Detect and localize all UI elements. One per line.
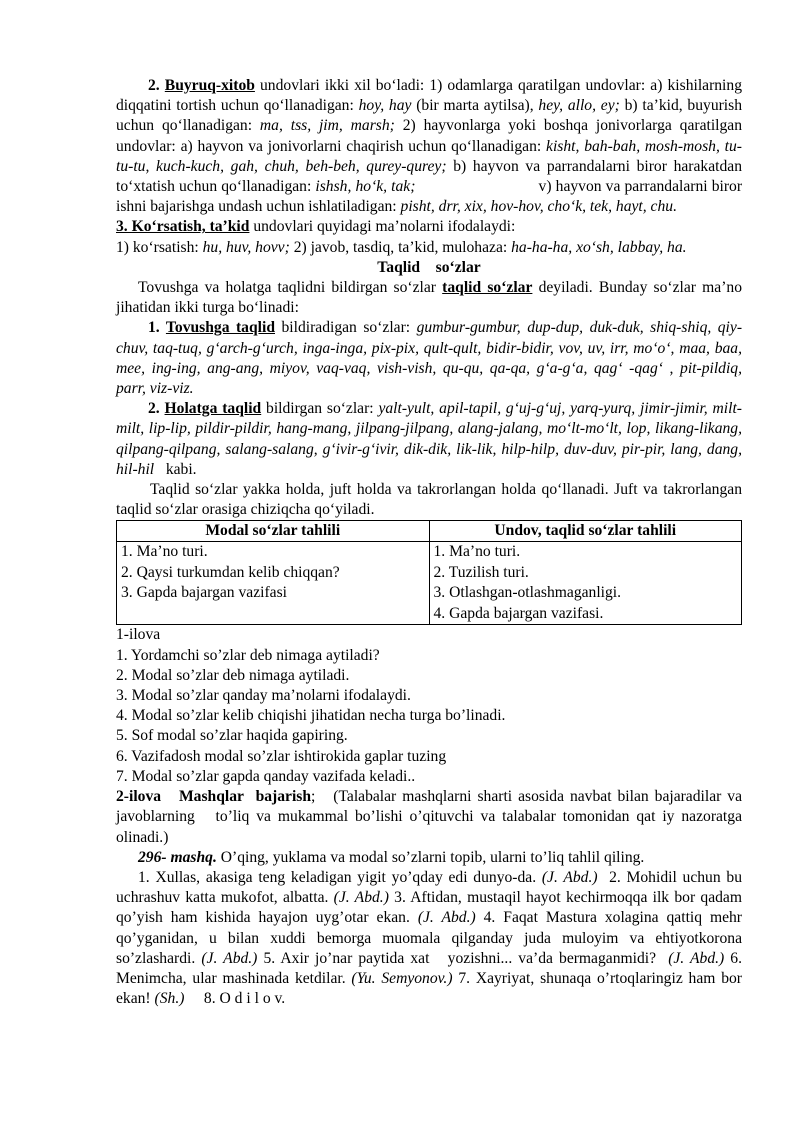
analysis-table: [116, 520, 742, 625]
question-item: 2. Modal so’zlar deb nimaga aytiladi.: [116, 666, 350, 684]
example: yalt-yult, apil-tapil, g‘uj-g‘uj, yarq-yurq, jimir-jimir, milt-milt, lip-lip, pildir-pildir, hang-mang, jilpang-jilpang, alang-jalang, mo‘lt-mo‘lt, lop, likang-likang, qilpang-qilpang, salang-salang, g‘ivir-g‘ivir, dik-dik, lik-lik, hilp-hilp, duv-duv, pir-pir, lang, dang, hil-hil: [116, 400, 742, 478]
taqlid-closing: Taqlid so‘zlar yakka holda, juft holda va takrorlangan holda qo‘llanadi. Juft va takrorlangan taqlid so‘zlar orasiga chiziqcha qo‘yiladi.: [116, 481, 742, 519]
ilova2-title: Mashqlar bajarish: [161, 788, 312, 806]
term-korsatish: 3. Ko‘rsatish, ta’kid: [116, 218, 250, 236]
ilova2-label: 2-ilova: [116, 788, 162, 806]
exercise-title: 296- mashq.: [138, 848, 217, 866]
holatga-taqlid-paragraph: 2. Holatga taqlid bildirgan so‘zlar: yalt-yult, apil-tapil, g‘uj-g‘uj, yarq-yurq, jimir-jimir, milt-milt, lip-lip, pildir-pildir, hang-mang, jilpang-jilpang, alang-jalang, mo‘lt-mo‘lt, lop, likang-likang, qilpang-qilpang, salang-salang, g‘ivir-g‘ivir, dik-dik, lik-lik, hilp-hilp, duv-duv, pir-pir, lang, dang, hil-hil kabi.: [116, 400, 742, 478]
example: hoy, hay: [358, 97, 412, 115]
section-heading: Taqlid so‘zlar: [377, 258, 481, 276]
author-ref: (J. Abd.): [417, 909, 476, 927]
question-item: 4. Modal so’zlar kelib chiqishi jihatidan necha turga bo’linadi.: [116, 707, 506, 725]
ilova2-paragraph: 2-ilova Mashqlar bajarish; (Talabalar mashqlarni sharti asosida navbat bilan bajaradilar va javoblarning to’liq va mukammal bo’lishi o’qituvchi va talabalar tomonidan qat iy nazoratga olinadi.): [116, 788, 746, 846]
korsatish-paragraph: 3. Ko‘rsatish, ta’kid undovlari quyidagi ma’nolarni ifodalaydi:: [116, 218, 516, 236]
term-taqlid-sozlar: taqlid so‘zlar: [442, 279, 533, 297]
term-tovushga-taqlid: Tovushga taqlid: [165, 319, 275, 337]
buyruq-xitob-paragraph: 2. Buyruq-xitob undovlari ikki xil bo‘ladi: 1) odamlarga qaratilgan undovlar: a) kishilarning diqqatini tortish uchun qo‘llanadigan: hoy, hay (bir marta aytilsa), hey, allo, ey; b) ta’kid, buyurish uchun qo‘llanadigan: ma, tss, jim, marsh; 2) hayvonlarga yoki boshqa jonivorlarga qaratilgan undovlar: a) hayvon va jonivorlarni chaqirish uchun qo‘llanadigan: kisht, bah-bah, mosh-mosh, tu-tu-tu, kuch-kuch, gah, chuh, beh-beh, qurey-qurey; b) hayvon va parrandalarni biror harakatdan to‘xtatish uchun qo‘llanadigan: ishsh, ho‘k, tak; v) hayvon va parrandalarni biror ishni bajarishga undash uchun ishlatiladigan: pisht, drr, xix, hov-hov, cho‘k, tek, hayt, chu.: [116, 77, 746, 216]
korsatish-list: 1) ko‘rsatish: hu, huv, hovv; 2) javob, tasdiq, ta’kid, mulohaza: ha-ha-ha, xo‘sh, labbay, ha.: [116, 238, 687, 256]
ilova1-label: 1-ilova: [116, 626, 161, 644]
question-item: 6. Vazifadosh modal so’zlar ishtirokida gaplar tuzing: [116, 747, 447, 765]
example: ha-ha-ha, xo‘sh, labbay, ha.: [511, 238, 687, 256]
taqlid-intro: Tovushga va holatga taqlidni bildirgan so‘zlar taqlid so‘zlar deyiladi. Bunday so‘zlar ma’no jihatidan ikki turga bo‘linadi:: [116, 279, 742, 317]
list-item: 2. Qaysi turkumdan kelib chiqqan?: [121, 563, 340, 581]
example: ma, tss, jim, marsh;: [259, 117, 395, 135]
table-cell: [117, 542, 430, 625]
list-item: 3. Gapda bajargan vazifasi: [121, 584, 287, 602]
list-item: 4. Gapda bajargan vazifasi.: [433, 604, 604, 622]
question-item: 5. Sof modal so’zlar haqida gapiring.: [116, 727, 348, 745]
author-ref: (J. Abd.): [333, 889, 389, 907]
term-holatga-taqlid: Holatga taqlid: [164, 400, 262, 418]
example: kisht, bah-bah, mosh-mosh, tu-tu-tu, kuch-kuch, gah, chuh, beh-beh, qurey-qurey;: [116, 137, 742, 175]
list-item: 3. Otlashgan-otlashmaganligi.: [433, 584, 622, 602]
example: pisht, drr, xix, hov-hov, cho‘k, tek, hayt, chu.: [400, 198, 677, 216]
example: hey, allo, ey;: [538, 97, 620, 115]
list-item: 1. Ma’no turi.: [121, 543, 208, 561]
exercise-title-paragraph: 296- mashq. O’qing, yuklama va modal so’zlarni topib, ularni to’liq tahlil qiling.: [138, 848, 645, 866]
table-header-row: [117, 521, 742, 542]
author-ref: (J. Abd.): [201, 949, 258, 967]
tovushga-taqlid-paragraph: 1. Tovushga taqlid bildiradigan so‘zlar: gumbur-gumbur, dup-dup, duk-duk, shiq-shiq, qiy-chuv, taq-tuq, g‘arch-g‘urch, inga-inga, pix-pix, qult-qult, bidir-bidir, vov, uv, irr, mo‘o‘, maa, baa, mee, ing-ing, ang-ang, miyov, vaq-vaq, vish-vish, qu-qu, qa-qa, g‘a-g‘a, qag‘ -qag‘ , pit-pildiq, parr, viz-viz.: [116, 319, 743, 398]
table-row: [117, 542, 742, 625]
author-ref: (J. Abd.): [541, 868, 598, 886]
author-ref: (Sh.): [154, 990, 185, 1008]
example: hu, huv, hovv;: [202, 238, 290, 256]
example: ishsh, ho‘k, tak;: [315, 178, 416, 196]
list-item: 2. Tuzilish turi.: [433, 563, 529, 581]
term-buyruq-xitob: Buyruq-xitob: [164, 77, 255, 94]
item-number: 2.: [148, 77, 160, 94]
question-item: 1. Yordamchi so’zlar deb nimaga aytiladi?: [116, 646, 380, 664]
example: gumbur-gumbur, dup-dup, duk-duk, shiq-shiq, qiy-chuv, taq-tuq, g‘arch-g‘urch, inga-inga, pix-pix, qult-qult, bidir-bidir, vov, uv, irr, mo‘o‘, maa, baa, mee, ing-ing, ang-ang, miyov, vaq-vaq, vish-vish, qu-qu, qa-qa, g‘a-g‘a, qag‘ -qag‘ , pit-pildiq, parr, viz-viz.: [116, 319, 743, 398]
author-ref: (J. Abd.): [668, 949, 725, 967]
question-item: 3. Modal so’zlar qanday ma’nolarni ifodalaydi.: [116, 687, 411, 705]
question-item: 7. Modal so’zlar gapda qanday vazifada keladi..: [116, 767, 416, 785]
document-page: [116, 76, 746, 1009]
table-header: Modal so‘zlar tahlili: [117, 521, 430, 542]
table-header: Undov, taqlid so‘zlar tahlili: [429, 521, 742, 542]
author-ref: (Yu. Semyonov.): [351, 969, 453, 987]
table-cell: [429, 542, 742, 625]
list-item: 1. Ma’no turi.: [433, 543, 521, 561]
exercise-sentences: 1. Xullas, akasiga teng keladigan yigit yo’qday edi dunyo-da. (J. Abd.) 2. Mohidil uchun bu uchrashuv katta mukofot, albatta. (J. Abd.) 3. Aftidan, mustaqil hayot kechirmoqqa ilk bor qadam qo’yish ham kishida hayajon uyg’otar ekan. (J. Abd.) 4. Faqat Mastura xolagina qattiq mehr qo’yganidan, u bilan xuddi bemorga muomala qilganday juda muloyim va ehtiyotkorona so’zlashardi. (J. Abd.) 5. Axir jo’nar paytida xat yozishni... va’da bermaganmidi? (J. Abd.) 6. Menimcha, ular mashinada ketdilar. (Yu. Semyonov.) 7. Xayriyat, shunaqa o’rtoqlaringiz ham bor ekan! (Sh.) 8. O d i l o v.: [116, 868, 746, 1008]
